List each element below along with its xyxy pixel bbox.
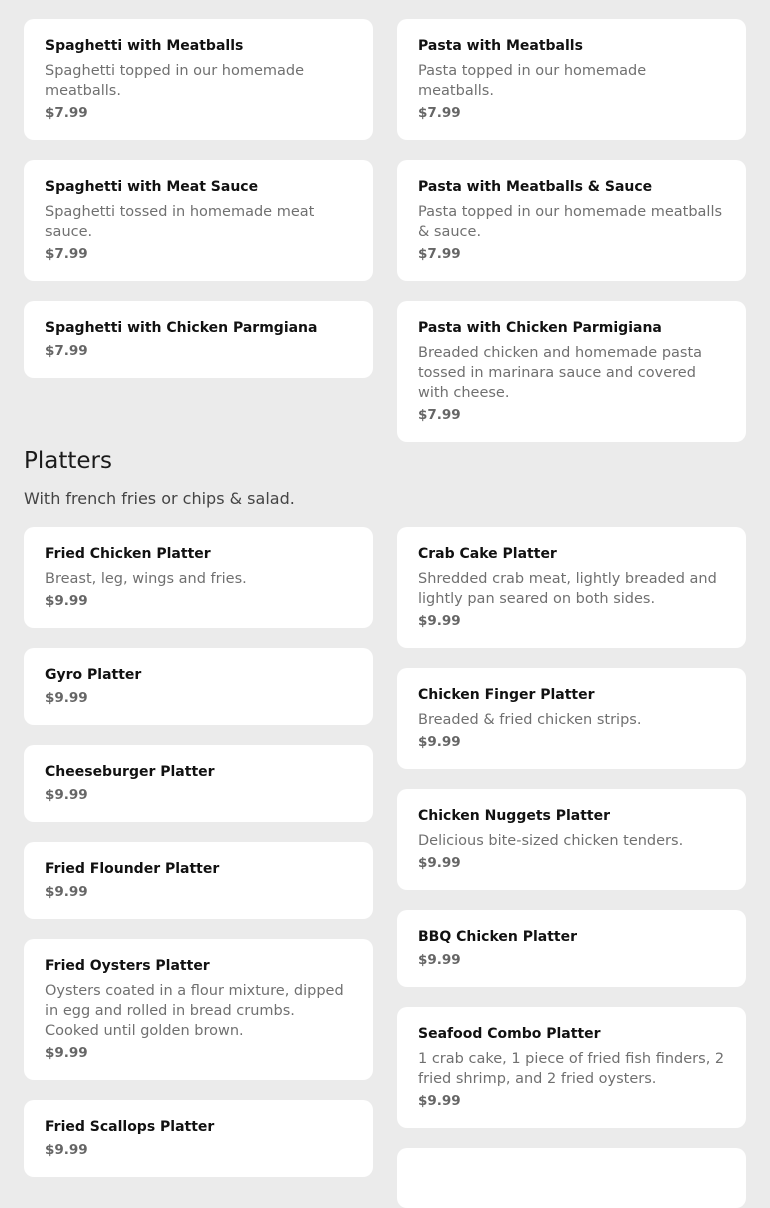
menu-item-card[interactable]: [24, 1100, 373, 1177]
menu-item-card[interactable]: [24, 301, 373, 378]
item-name: Fried Flounder Platter: [45, 861, 220, 877]
item-price: $7.99: [418, 407, 461, 423]
item-name: BBQ Chicken Platter: [418, 929, 578, 945]
item-description: Breaded & fried chicken strips.: [418, 712, 642, 728]
pasta-left-column: [24, 19, 373, 378]
item-price: $9.99: [45, 787, 88, 803]
item-description: Pasta topped in our homemade meatballs & sauce.: [418, 204, 723, 240]
item-price: $7.99: [418, 246, 461, 262]
item-price: $9.99: [418, 734, 461, 750]
item-price: $9.99: [418, 613, 461, 629]
menu-item-card[interactable]: [24, 648, 373, 725]
section-subtitle: With french fries or chips & salad.: [24, 489, 295, 508]
item-price: $9.99: [45, 690, 88, 706]
menu-item-card[interactable]: [397, 301, 746, 442]
item-description: 1 crab cake, 1 piece of fried fish finders, 2 fried shrimp, and 2 fried oysters.: [418, 1051, 725, 1087]
item-price: $7.99: [418, 105, 461, 121]
item-name: Pasta with Chicken Parmigiana: [418, 320, 662, 336]
item-name: Gyro Platter: [45, 667, 142, 683]
item-price: $9.99: [45, 1045, 88, 1061]
menu-item-card[interactable]: [397, 19, 746, 140]
section-title: Platters: [24, 448, 112, 474]
item-description: Pasta topped in our homemade meatballs.: [418, 63, 647, 99]
item-description: Breaded chicken and homemade pasta tossed in marinara sauce and covered with cheese.: [418, 345, 703, 401]
platters-right-column: [397, 527, 746, 1208]
item-price: $7.99: [45, 246, 88, 262]
item-name: Chicken Nuggets Platter: [418, 808, 611, 824]
item-price: $9.99: [45, 593, 88, 609]
pasta-menu-grid: [24, 19, 746, 442]
item-name: Crab Cake Platter: [418, 546, 557, 562]
item-description: Spaghetti topped in our homemade meatballs.: [45, 63, 305, 99]
item-description: Shredded crab meat, lightly breaded and lightly pan seared on both sides.: [418, 571, 717, 607]
menu-item-card[interactable]: [397, 160, 746, 281]
pasta-right-column: [397, 19, 746, 442]
menu-item-card[interactable]: [24, 842, 373, 919]
menu-item-card[interactable]: [397, 789, 746, 890]
menu-item-card[interactable]: [397, 910, 746, 987]
item-price: $9.99: [45, 884, 88, 900]
menu-item-card[interactable]: [397, 1007, 746, 1128]
item-name: Cheeseburger Platter: [45, 764, 215, 780]
item-name: Spaghetti with Chicken Parmgiana: [45, 320, 318, 336]
item-name: Fried Chicken Platter: [45, 546, 211, 562]
item-name: Spaghetti with Meat Sauce: [45, 179, 259, 195]
item-name: Chicken Finger Platter: [418, 687, 595, 703]
item-description: Oysters coated in a flour mixture, dipped in egg and rolled in bread crumbs. Cooked until golden brown.: [45, 983, 344, 1039]
item-price: $9.99: [418, 952, 461, 968]
menu-item-card[interactable]: [24, 527, 373, 628]
item-price: $7.99: [45, 105, 88, 121]
item-price: $9.99: [418, 1093, 461, 1109]
platters-menu-grid: [24, 527, 746, 1208]
item-description: Delicious bite-sized chicken tenders.: [418, 833, 684, 849]
item-description: Spaghetti tossed in homemade meat sauce.: [45, 204, 315, 240]
menu-item-card[interactable]: [24, 745, 373, 822]
menu-item-card[interactable]: [397, 527, 746, 648]
menu-item-card[interactable]: [397, 1148, 746, 1208]
menu-item-card[interactable]: [397, 668, 746, 769]
menu-item-card[interactable]: [24, 160, 373, 281]
item-name: Fried Oysters Platter: [45, 958, 210, 974]
item-name: Fried Scallops Platter: [45, 1119, 215, 1135]
item-price: $7.99: [45, 343, 88, 359]
menu-item-card[interactable]: [24, 19, 373, 140]
menu-item-card[interactable]: [24, 939, 373, 1080]
item-name: Seafood Combo Platter: [418, 1026, 601, 1042]
item-price: $9.99: [418, 855, 461, 871]
item-description: Breast, leg, wings and fries.: [45, 571, 247, 587]
item-name: Pasta with Meatballs: [418, 38, 583, 54]
item-name: Spaghetti with Meatballs: [45, 38, 244, 54]
platters-left-column: [24, 527, 373, 1177]
item-price: $9.99: [45, 1142, 88, 1158]
item-name: Pasta with Meatballs & Sauce: [418, 179, 653, 195]
